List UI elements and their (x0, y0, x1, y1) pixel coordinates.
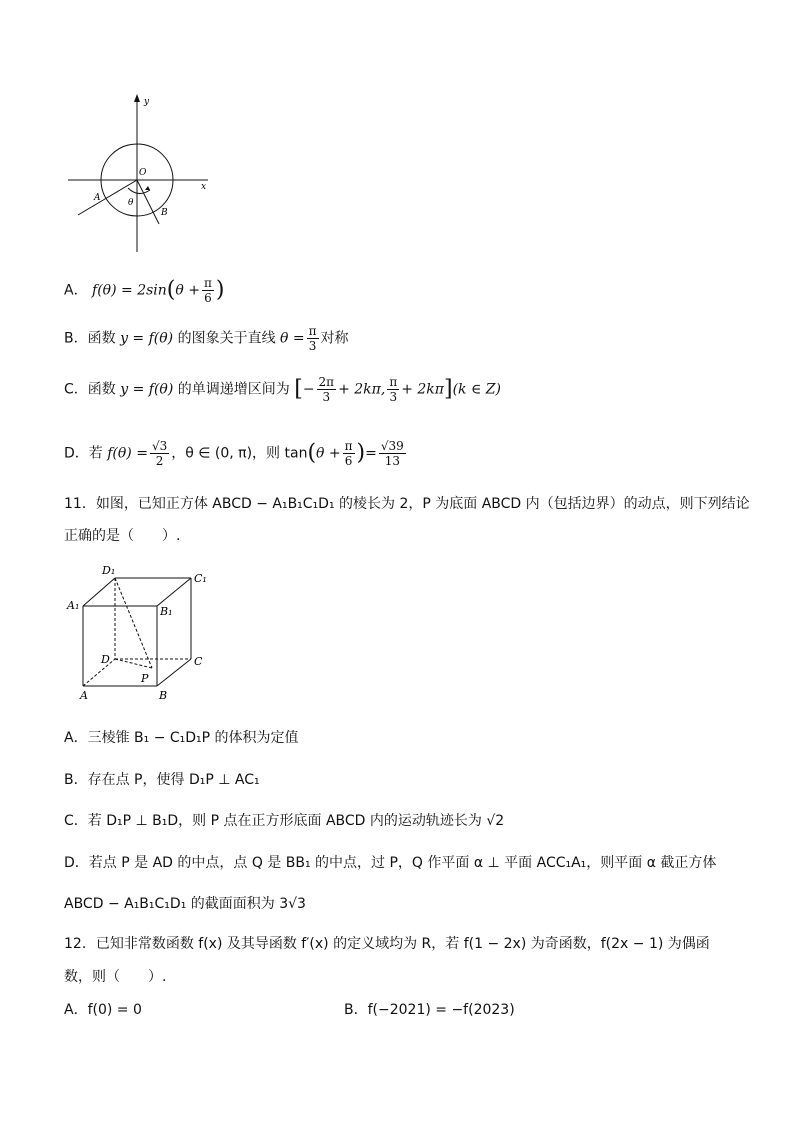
edge-bc (157, 659, 191, 686)
label-x: x (201, 182, 207, 192)
label-y: y (144, 97, 150, 107)
label-theta: θ (128, 198, 134, 208)
q10-option-d: D．若 f(θ) = $\frac{√3}{2}$ ，θ ∈ (0, π)，则 tan(θ + $\frac{\pi}{6}$ )= $\frac{√39}{13}$ (64, 439, 404, 468)
fraction: $\frac{\pi}{6}$ (204, 276, 212, 305)
label-c: C (194, 655, 203, 668)
fraction: $\frac{2\pi}{3}$ (318, 375, 335, 404)
q12-stem-line-2: 数，则（ ）. (64, 969, 167, 985)
q12-stem-line-1: 12．已知非常数函数 f(x) 及其导函数 f′(x) 的定义域均为 R，若 f(1 − 2x) 为奇函数，f(2x − 1) 为偶函 (64, 936, 710, 952)
label-o: O (139, 168, 147, 178)
q11-option-c: C．若 D₁P ⊥ B₁D，则 P 点在正方形底面 ABCD 内的运动轨迹长为 √2 (64, 813, 505, 829)
y-axis-arrow (134, 94, 140, 102)
cube-figure (64, 563, 220, 703)
fraction: $\frac{\pi}{3}$ (308, 324, 317, 353)
label-a1: A₁ (67, 599, 80, 612)
q11-stem-line-1: 11．如图，已知正方体 ABCD − A₁B₁C₁D₁ 的棱长为 2，P 为底面 ABCD 内（包括边界）的动点，则下列结论 (64, 496, 750, 512)
label-d: D (101, 653, 110, 666)
label-b: B (159, 689, 168, 702)
q10-option-c: C．函数 y = f(θ) 的单调递增区间为 [− $\frac{2\pi}{3}$ + 2kπ, $\frac{\pi}{3}$ + 2kπ](k ∈ Z) (64, 375, 501, 404)
label-b: B (161, 208, 168, 218)
label-a: A (80, 689, 88, 702)
label-b1: B₁ (160, 605, 173, 618)
fraction: $\frac{\pi}{6}$ (344, 439, 353, 468)
q11-option-b: B．存在点 P，使得 D₁P ⊥ AC₁ (64, 772, 260, 788)
theta-arc-arrow (145, 186, 150, 190)
q11-option-d-line-1: D．若点 P 是 AD 的中点，点 Q 是 BB₁ 的中点，过 P，Q 作平面 α ⊥ 平面 ACC₁A₁，则平面 α 截正方体 (64, 855, 717, 871)
fraction: $\frac{√39}{13}$ (380, 439, 404, 468)
q11-option-a: A．三棱锥 B₁ − C₁D₁P 的体积为定值 (64, 730, 299, 746)
fraction: $\frac{√3}{2}$ (151, 439, 168, 468)
segment-d1p (115, 578, 152, 668)
edge-b1c1 (157, 578, 191, 606)
q12-option-a: A．f(0) = 0 (64, 1002, 142, 1018)
q11-option-d-line-2: ABCD − A₁B₁C₁D₁ 的截面面积为 3√3 (64, 896, 306, 912)
segment-dp (115, 659, 152, 668)
label-a: A (94, 193, 101, 203)
edge-a1d1 (83, 578, 115, 606)
label-d1: D₁ (102, 564, 116, 577)
label-c1: C₁ (194, 572, 207, 585)
fraction: $\frac{\pi}{3}$ (389, 375, 398, 404)
unit-circle-figure (62, 92, 222, 254)
label-p: P (141, 672, 149, 685)
edge-ad (83, 659, 115, 686)
q12-option-b: B．f(−2021) = −f(2023) (344, 1002, 515, 1018)
q11-stem-line-2: 正确的是（ ）. (64, 528, 181, 544)
q10-option-a: A． f(θ) = 2sin(θ + $\frac{\pi}{6}$ ) (64, 276, 225, 305)
q10-option-b: B．函数 y = f(θ) 的图象关于直线 θ = $\frac{\pi}{3}$ 对称 (64, 324, 349, 353)
